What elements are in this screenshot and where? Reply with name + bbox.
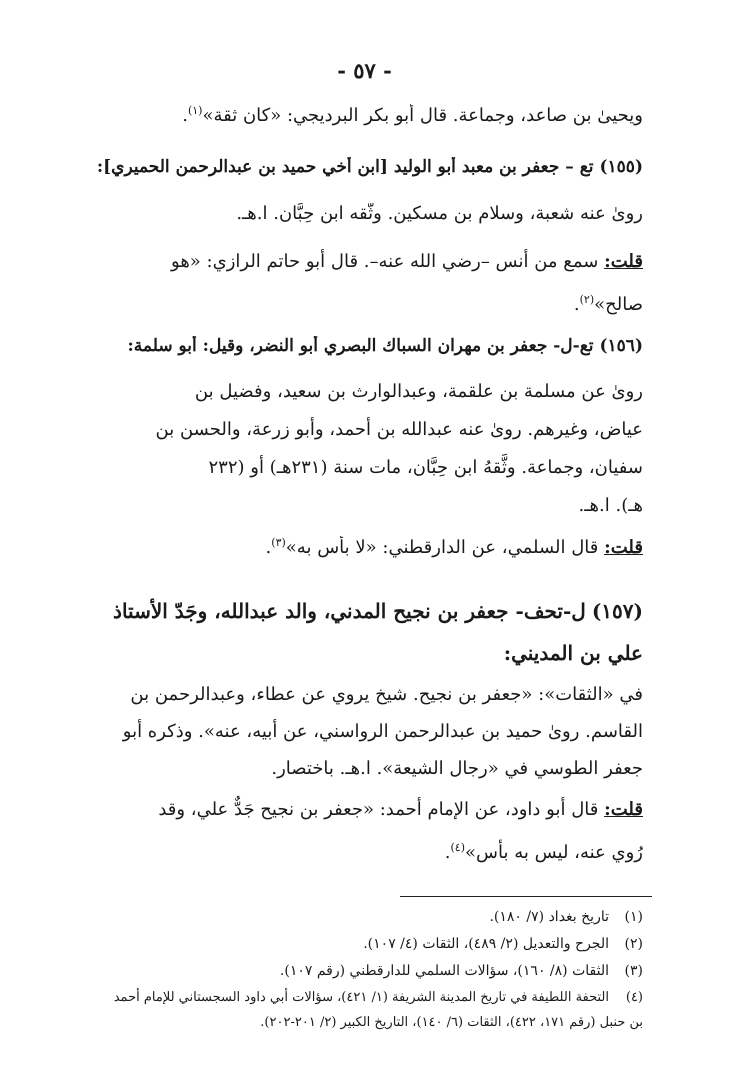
line-end: .: [265, 537, 272, 558]
entry-156: [83, 336, 643, 356]
footnote-ref: (٢): [579, 293, 595, 306]
qult-text: قال السلمي، عن الدارقطني: «لا بأس به»: [285, 537, 599, 558]
entry-number: (١٥٦): [599, 336, 643, 356]
footnote-number: (١): [624, 909, 643, 925]
footnote-ref: (١): [187, 104, 203, 117]
qult-label: قلت:: [604, 251, 643, 272]
entry-title: تع – جعفر بن معبد أبو الوليد [ابن أخي حميد بن عبدالرحمن الحميري]:: [96, 157, 594, 177]
page-number: - ٥٧ -: [337, 58, 392, 83]
entry-heading: [83, 157, 643, 177]
qult-text: قال أبو داود، عن الإمام أحمد: «جعفر بن نجيح جَدٌّ علي، وقد: [158, 799, 599, 820]
entry-156-qult: [83, 536, 643, 558]
text-line: سفيان، وجماعة. وثَّقهُ ابن حِبَّان، مات سنة (٢٣١هـ) أو (٢٣٢: [208, 457, 643, 478]
text-line: رویٰ عن مسلمة بن علقمة، وعبدالوارث بن سعيد، وفضيل بن: [194, 381, 643, 402]
text-line: [83, 281, 643, 324]
line-end: .: [182, 105, 188, 126]
footnote-number: (٤): [625, 990, 643, 1005]
qult-text: سمع من أنس –رضي الله عنه–. قال أبو حاتم الرازي: «هو: [171, 251, 599, 272]
intro-paragraph: [83, 104, 643, 126]
footnote-text: الجرح والتعديل (٢/ ٤٨٩)، الثقات (٤/ ١٠٧).: [363, 936, 609, 952]
entry-number: (١٥٥): [599, 157, 643, 177]
text-line: عياض، وغيرهم. رویٰ عنه عبدالله بن أحمد، وأبو زرعة، والحسن بن: [155, 419, 643, 440]
text-line: [83, 829, 643, 872]
entry-155-body: [83, 203, 643, 224]
footnote-1: [83, 909, 643, 925]
qult-text: رُوي عنه، ليس به بأس»: [465, 842, 643, 863]
entry-155-qult: [83, 243, 643, 324]
footnote-3: [83, 963, 643, 979]
text-line: هـ). ا.هـ.: [578, 495, 643, 516]
entry-heading: [83, 336, 643, 356]
text-line: [83, 791, 643, 829]
entry-155: [83, 157, 643, 177]
qult-text: صالح»: [594, 294, 643, 315]
text-line: رویٰ عنه شعبة، وسلام بن مسكين. وثَّقه ابن حِبَّان. ا.هـ.: [236, 203, 643, 224]
footnote-number: (٣): [624, 963, 643, 979]
entry-title: ل-تحف- جعفر بن نجيح المدني، والد عبدالله، وجَدّ الأستاذ: [113, 599, 586, 623]
footnote-number: (٢): [624, 936, 643, 952]
footnote-text: تاريخ بغداد (٧/ ١٨٠).: [489, 909, 609, 925]
qult-label: قلت:: [604, 799, 643, 820]
footnote-text: الثقات (٨/ ١٦٠)، سؤالات السلمي للدارقطني (رقم ١٠٧).: [279, 963, 609, 979]
footnote-2: [83, 936, 643, 952]
footnote-4: [83, 990, 643, 1005]
qult-label: قلت:: [604, 537, 643, 558]
entry-heading-cont: علي بن المديني:: [503, 641, 643, 665]
entry-157-qult: [83, 791, 643, 872]
footnote-text: التحفة اللطيفة في تاريخ المدينة الشريفة (١/ ٤٢١)، سؤالات أبي داود السجستاني للإمام أحمد: [113, 990, 609, 1005]
entry-title: تع-ل- جعفر بن مهران السباك البصري أبو النضر، وقيل: أبو سلمة:: [127, 336, 594, 356]
entry-157: [83, 590, 643, 674]
intro-text: ويحيىٰ بن صاعد، وجماعة. قال أبو بكر البرديجي: «كان ثقة»: [202, 105, 643, 126]
text-line: جعفر الطوسي في «رجال الشيعة». ا.هـ. باختصار.: [271, 758, 643, 779]
footnote-ref: (٣): [271, 536, 286, 549]
entry-157-body: [83, 676, 643, 787]
line-end: .: [573, 294, 580, 315]
line-end: .: [444, 842, 451, 863]
text-line: [83, 536, 643, 558]
footnote-4-cont: [83, 1015, 643, 1030]
text-line: في «الثقات»: «جعفر بن نجيح. شيخ يروي عن عطاء، وعبدالرحمن بن: [130, 684, 643, 705]
footnote-ref: (٤): [450, 841, 465, 854]
entry-number: (١٥٧): [591, 599, 643, 623]
footnote-text: بن حنبل (رقم ١٧١، ٤٢٢)، الثقات (٦/ ١٤٠)، التاريخ الكبير (٢/ ٢٠١-٢٠٢).: [260, 1015, 643, 1030]
text-line: [83, 104, 643, 126]
entry-156-body: [83, 373, 643, 525]
text-line: [83, 243, 643, 281]
text-line: القاسم. رویٰ حميد بن عبدالرحمن الرواسني، عن أبيه، عنه». وذكره أبو: [122, 721, 643, 742]
entry-heading: [83, 590, 643, 632]
footnote-separator: [400, 896, 652, 897]
